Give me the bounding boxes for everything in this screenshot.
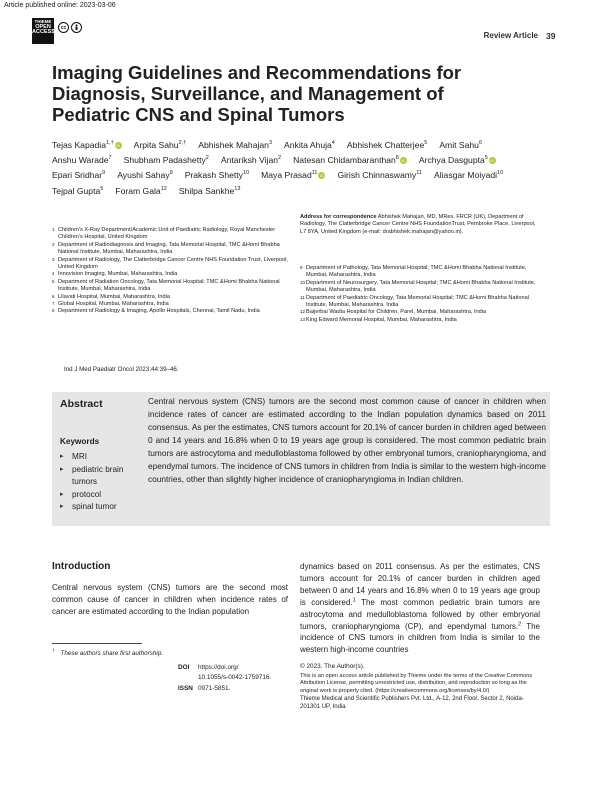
doi-value[interactable]: 10.1055/s-0042-1759716. [198, 674, 272, 682]
affiliation-ref: 4 [331, 140, 335, 147]
keyword: ▸ pediatric brain tumors [60, 464, 140, 489]
correspondence-address [300, 214, 538, 236]
affiliation-text: Department of Paediatric Oncology, Tata Memorial Hospital; TMC &Homi Bhabha National Institute, Mumbai, Maharashtra, India [306, 294, 529, 309]
abstract-text: Central nervous system (CNS) tumors are the second most common cause of cancer in children when incidence rates of cancer are estimated according to the Indian population dynamics based on 2011 consensus. As per the estimates, CNS tumors account for 20.1% of cancer burden in children aged between 0 and 14 years and 16.8% when 0 to 19 years age group is considered. The most common pediatric brain tumors are astrocytoma and medulloblastoma followed by other embryonal tumors, craniopharyngioma, and ependymal tumors. The incidence of CNS tumors in children from India is similar to the western high-income countries, other than slightly higher incidence of craniopharyngioma in Indian children. [148, 396, 546, 484]
affiliation-text: Children’s X-Ray Department/Academic Unit of Paediatric Radiology, Royal Manchester Children’s Hospital, United Kingdom [58, 227, 276, 241]
author-name-text: Archya Dasgupta [418, 155, 485, 166]
page-number: 39 [546, 31, 556, 41]
correspondence-text: Abhishek Mahajan, MD, MRes, FRCR (UK), Department of Radiology, The Clatterbridge Cancer Centre NHS FoundationTrust, Pembroke Place, Liverpool, L7 8YA, United Kingdom (e-mail: drabhishek.mahajan@yahoo.in). [300, 214, 536, 235]
logo-line: ACCESS [32, 29, 55, 35]
copyright-line: © 2023. The Author(s). [300, 663, 365, 670]
author-name [419, 153, 496, 168]
affiliation-ref: 2 [278, 155, 282, 162]
orcid-icon[interactable]: iD [490, 158, 495, 164]
intro-text: The incidence of CNS tumors in children from India is similar to the western high-income countries [300, 621, 540, 655]
license-text: This is an open access article published by Thieme under the terms of the Creative Commons Attribution License, permitting unrestricted use, distribution, and reproduction so long as the original work is properly cited. (https://creativecommons.org/licenses/by/4.0/) [300, 672, 533, 695]
footnote [52, 648, 163, 657]
correspondence-label: Address for correspondence [300, 214, 377, 220]
journal-citation: Ind J Med Paediatr Oncol 2023;44:39–46. [64, 366, 179, 373]
author-name-text: Tejas Kapadia [52, 140, 106, 150]
affiliation-ref: 5 [100, 185, 104, 192]
affiliation-ref: 9 [102, 170, 106, 177]
affiliation [52, 308, 292, 315]
author-name [179, 184, 241, 199]
author-name-text: Epari Sridhar [52, 170, 103, 181]
author-name [337, 168, 422, 183]
affiliation-ref: 11 [416, 170, 422, 177]
affiliation-number: 12 [300, 309, 306, 315]
logo-line: THIEME [34, 19, 52, 24]
abstract-heading: Abstract [60, 398, 103, 410]
affiliation [300, 309, 540, 316]
reference-link[interactable]: 1 [352, 597, 356, 604]
affiliation-number: 8 [52, 308, 55, 314]
issn-value: 0971-5851. [198, 684, 231, 692]
author-name-text: Abhishek Chatterjee [346, 140, 425, 150]
affiliation [52, 301, 292, 308]
author-name-text: Prakash Shetty [184, 170, 243, 181]
cc-icon: cc [58, 22, 69, 33]
author-name [115, 184, 167, 199]
affiliation [52, 294, 292, 301]
affiliation-number: 5 [52, 278, 55, 284]
keyword-list [60, 451, 140, 514]
author-name [52, 168, 105, 183]
affiliation-ref: 10 [242, 170, 250, 177]
thieme-open-access-logo [32, 18, 54, 44]
author-name-text: Foram Gala [115, 185, 161, 196]
affiliation-ref: 1,† [106, 140, 114, 147]
author-name-text: Ayushi Sahay [117, 170, 170, 181]
affiliation-text: Baijerbai Wadia Hospital for Children, Parel, Mumbai, Maharashtra, India [306, 309, 487, 316]
license-block [300, 663, 540, 711]
author-name-text: Girish Chinnaswamy [337, 170, 417, 181]
affiliation-ref: 10 [497, 170, 504, 177]
orcid-icon[interactable]: iD [401, 158, 406, 164]
affiliation-ref: 2 [205, 155, 209, 162]
doi-link[interactable]: https://doi.org/ [198, 664, 239, 671]
affiliation-text: Department of Radiation Oncology, Tata Memorial Hospital; TMC &Homi Bhabha National Institute, Mumbai, Maharashtra, India [58, 278, 280, 293]
article-title: Imaging Guidelines and Recommendations for Diagnosis, Surveillance, and Management of Pediatric CNS and Spinal Tumors [52, 62, 462, 125]
author-name-text: Tejpal Gupta [52, 185, 101, 196]
author-name-text: Abhishek Mahajan [198, 140, 269, 150]
affiliation-text: Lilavati Hospital, Mumbai, Maharashtra, India [58, 293, 170, 300]
affiliation-text: Department of Radiodiagnosis and Imaging, Tata Memorial Hospital, TMC &Homi Bhabha National Institute, Mumbai, Maharashtra, India [58, 241, 280, 256]
affiliation [52, 242, 292, 257]
affiliation [52, 279, 292, 294]
affiliation-text: Global Hospital, Mumbai, Maharashtra, India [58, 301, 169, 308]
author-name [261, 168, 325, 183]
affiliation-ref: 13 [234, 185, 241, 192]
author-name [347, 138, 427, 153]
author-name [124, 153, 209, 168]
author-name [439, 138, 482, 153]
keyword: ▸ spinal tumor [60, 501, 140, 514]
affiliation-ref: 6 [478, 140, 483, 147]
intro-text: The most common pediatric brain tumors are astrocytoma and medulloblastoma followed by other embryonal tumors, craniopharyngioma (CP), and ependymal tumors. [300, 597, 541, 631]
affiliation-text: Department of Neurosurgery, Tata Memorial Hospital; TMC &Homi Bhabha National Institute, Mumbai, Maharashtra, India [306, 279, 536, 294]
author-name-text: Shubham Padashetty [123, 155, 206, 166]
reference-link[interactable]: 2 [518, 620, 522, 627]
author-name [52, 138, 122, 153]
affiliation-ref: 5 [424, 140, 428, 147]
abstract-box [52, 392, 550, 526]
footnote-mark: † [52, 648, 55, 653]
running-head: Review Article [483, 31, 538, 40]
intro-right-paragraph [300, 561, 540, 656]
affiliation-number: 1 [52, 227, 55, 232]
author-name-text: Ankita Ahuja [284, 140, 332, 150]
author-name [52, 184, 103, 199]
doi-block [178, 663, 271, 694]
affiliation [52, 227, 292, 242]
affiliation [300, 317, 540, 324]
affiliation-text: Innovision Imaging, Mumbai, Maharashtra, India [58, 271, 178, 278]
keyword: ▸ MRI [60, 451, 140, 464]
intro-left-paragraph: Central nervous system (CNS) tumors are the second most common cause of cancer in children when incidence rates of cancer are estimated according to the Indian population [52, 583, 288, 616]
footnote-text: These authors share first authorship. [60, 650, 164, 658]
affiliation-ref: 3 [268, 140, 273, 147]
affiliation-number: 7 [52, 301, 55, 307]
author-name-text: Anshu Warade [52, 155, 109, 166]
issn-row [178, 684, 271, 694]
affiliation-number: 9 [300, 265, 303, 270]
affiliation-number: 10 [300, 279, 306, 285]
author-name [52, 153, 112, 168]
affiliation [52, 257, 292, 272]
affiliation-number: 3 [52, 256, 55, 262]
keyword: ▸ protocol [60, 489, 140, 502]
author-name [134, 138, 187, 153]
author-name-text: Antariksh Vijan [220, 155, 279, 166]
affiliation-number: 11 [300, 294, 305, 300]
affiliation-ref: 2,† [178, 140, 187, 147]
author-name [284, 138, 335, 153]
keywords-heading: Keywords [60, 437, 100, 446]
published-date: Article published online: 2023-03-06 [4, 2, 116, 9]
affiliation-text: King Edward Memorial Hospital, Mumbai, Maharashtra, India [306, 316, 457, 323]
affiliation [52, 271, 292, 278]
author-list [52, 138, 532, 199]
affiliation-text: Department of Pathology, Tata Memorial Hospital; TMC &Homi Bhabha National Institute, Mumbai, Maharashtra, India [306, 265, 527, 279]
doi-label: DOI [178, 664, 190, 671]
author-name [185, 168, 249, 183]
affiliation-number: 2 [52, 241, 55, 247]
orcid-icon[interactable]: iD [116, 143, 121, 148]
affiliation-ref: 5 [484, 155, 488, 162]
affiliation-ref: 7 [108, 155, 112, 162]
logo-line: OPEN [35, 23, 51, 30]
author-name [434, 168, 503, 183]
affiliation-ref: 8 [395, 155, 399, 162]
issn-label: ISSN [178, 684, 193, 692]
affiliation-text: Department of Radiology, The Clatterbridge Cancer Centre NHS Foundation Trust, Liverpool, United Kingdom [58, 256, 288, 271]
affiliation-ref: 12 [160, 185, 167, 192]
affiliation-text: Department of Radiology & Imaging, Apollo Hospitals, Chennai, Tamil Nadu, India [58, 308, 260, 315]
affiliation-number: 4 [52, 271, 55, 277]
affiliation [300, 265, 540, 280]
affiliation-ref: 11 [311, 170, 318, 177]
affiliation [300, 295, 540, 310]
author-name-text: Arpita Sahu [133, 140, 179, 150]
author-name [198, 138, 272, 153]
affiliation-number: 13 [300, 316, 306, 322]
author-name-text: Amit Sahu [439, 140, 479, 150]
intro-text: dynamics based on 2011 consensus. As per the estimates, CNS tumors account for 20.1% of cancer burden in children aged between 0 and 14 years and 16.8% when 0 to 19 years age group is considered. [300, 562, 540, 607]
by-icon [71, 22, 82, 33]
affiliation-ref: 9 [169, 170, 173, 177]
doi-row [178, 663, 271, 673]
orcid-icon[interactable]: iD [320, 173, 324, 179]
author-name [293, 153, 407, 168]
doi-row [178, 673, 271, 683]
section-heading-introduction: Introduction [52, 561, 111, 572]
affiliations-right [300, 265, 540, 324]
affiliations-left [52, 227, 292, 316]
author-name-text: Aliasgar Moiyadi [433, 170, 498, 181]
author-name [221, 153, 281, 168]
author-name-text: Shilpa Sankhe [178, 185, 235, 196]
author-name [117, 168, 172, 183]
footnote-divider [52, 643, 142, 644]
affiliation-number: 6 [52, 293, 55, 299]
author-name-text: Maya Prasad [261, 170, 312, 181]
author-name-text: Natesan Chidambaranthan [293, 155, 396, 166]
affiliation [300, 280, 540, 295]
publisher-address: Thieme Medical and Scientific Publishers Pvt. Ltd., A-12, 2nd Floor, Sector 2, Noida-201301 UP, India [300, 695, 524, 710]
